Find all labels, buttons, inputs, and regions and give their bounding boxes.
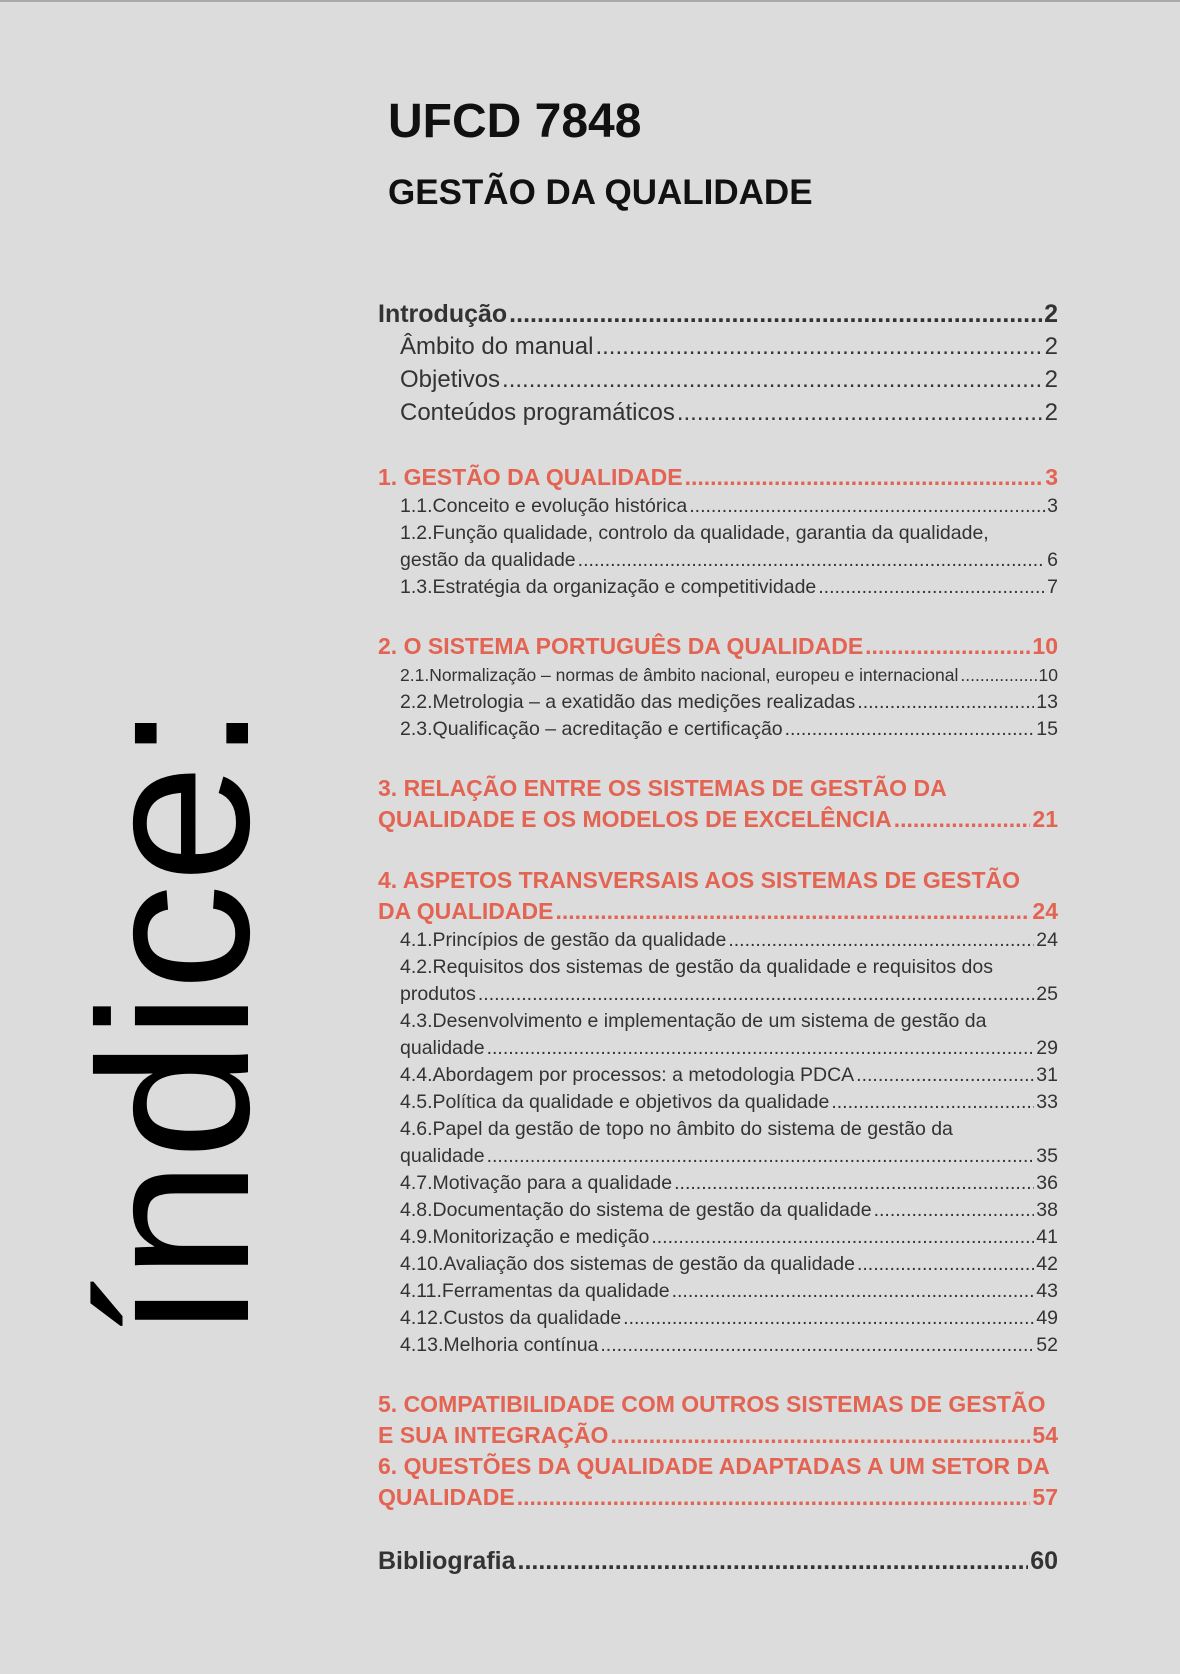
toc-leader-dots bbox=[865, 631, 1030, 662]
toc-leader-dots bbox=[517, 1482, 1031, 1513]
toc-entry-label: 4.8.Documentação do sistema de gestão da qualidade bbox=[400, 1199, 872, 1221]
toc-page-number: 43 bbox=[1036, 1280, 1058, 1302]
toc-entry[interactable] bbox=[378, 689, 1058, 716]
toc-entry-line-1[interactable]: 4.3.Desenvolvimento e implementação de um sistema de gestão da bbox=[400, 1010, 987, 1032]
toc-page-number: 13 bbox=[1036, 691, 1058, 713]
toc-leader-dots bbox=[555, 896, 1030, 927]
toc-section-4-line-1[interactable]: 4. ASPETOS TRANSVERSAIS AOS SISTEMAS DE GESTÃO bbox=[378, 867, 1020, 893]
toc-section-label: 1. GESTÃO DA QUALIDADE bbox=[378, 464, 683, 490]
toc-page-number: 25 bbox=[1036, 983, 1058, 1005]
toc-page-number: 3 bbox=[1045, 464, 1058, 490]
document-subtitle: GESTÃO DA QUALIDADE bbox=[388, 173, 813, 212]
toc-entry-label: 4.1.Princípios de gestão da qualidade bbox=[400, 929, 727, 951]
toc-entry[interactable] bbox=[378, 1224, 1058, 1251]
toc-page-number: 38 bbox=[1036, 1199, 1058, 1221]
toc-leader-dots bbox=[689, 493, 1045, 520]
toc-section-label: QUALIDADE E OS MODELOS DE EXCELÊNCIA bbox=[378, 806, 892, 832]
toc-entry-label: Objetivos bbox=[400, 366, 501, 393]
toc-leader-dots bbox=[674, 1170, 1034, 1197]
toc-leader-dots bbox=[502, 366, 1043, 394]
toc-entry-label: qualidade bbox=[400, 1037, 485, 1059]
toc-entry-label: 4.13.Melhoria contínua bbox=[400, 1334, 599, 1356]
toc-leader-dots bbox=[610, 1420, 1030, 1451]
toc-section-label: QUALIDADE bbox=[378, 1484, 515, 1510]
toc-leader-dots bbox=[600, 1332, 1034, 1359]
toc-entry-label: 1.1.Conceito e evolução histórica bbox=[400, 495, 688, 517]
toc-leader-dots bbox=[487, 1035, 1035, 1062]
top-border bbox=[0, 0, 1180, 2]
toc-entry-introducao[interactable] bbox=[378, 300, 1058, 333]
toc-page-number: 7 bbox=[1047, 576, 1058, 598]
toc-leader-dots bbox=[518, 1545, 1029, 1578]
toc-leader-dots bbox=[677, 399, 1043, 427]
toc-entry[interactable] bbox=[378, 716, 1058, 743]
toc-page-number: 49 bbox=[1036, 1307, 1058, 1329]
table-of-contents bbox=[378, 300, 1058, 1578]
toc-page-number: 36 bbox=[1036, 1172, 1058, 1194]
toc-entry-label: 4.12.Custos da qualidade bbox=[400, 1307, 622, 1329]
toc-page-number: 15 bbox=[1036, 718, 1058, 740]
toc-entry[interactable] bbox=[378, 493, 1058, 520]
toc-leader-dots bbox=[785, 716, 1035, 743]
toc-page-number: 57 bbox=[1032, 1484, 1058, 1510]
toc-section-label: E SUA INTEGRAÇÃO bbox=[378, 1422, 609, 1448]
toc-leader-dots bbox=[874, 1197, 1035, 1224]
toc-page-number: 3 bbox=[1047, 495, 1058, 517]
toc-entry[interactable] bbox=[378, 927, 1058, 954]
toc-entry-line-1[interactable]: 4.6.Papel da gestão de topo no âmbito do sistema de gestão da bbox=[400, 1118, 953, 1140]
toc-page-number: 41 bbox=[1036, 1226, 1058, 1248]
toc-page-number: 35 bbox=[1036, 1145, 1058, 1167]
toc-entry[interactable] bbox=[378, 1305, 1058, 1332]
toc-page-number: 6 bbox=[1047, 549, 1058, 571]
toc-page-number: 2 bbox=[1044, 333, 1058, 360]
toc-leader-dots bbox=[595, 333, 1042, 361]
toc-section-3[interactable] bbox=[378, 804, 1058, 835]
toc-page-number: 2 bbox=[1044, 399, 1058, 426]
toc-section-6-line-1[interactable]: 6. QUESTÕES DA QUALIDADE ADAPTADAS A UM SETOR DA bbox=[378, 1453, 1050, 1479]
toc-entry[interactable] bbox=[378, 1089, 1058, 1116]
toc-entry-label: Conteúdos programáticos bbox=[400, 399, 675, 426]
toc-entry[interactable] bbox=[378, 547, 1058, 574]
toc-entry[interactable] bbox=[378, 981, 1058, 1008]
toc-page-number: 10 bbox=[1032, 633, 1058, 659]
toc-page-number: 21 bbox=[1032, 806, 1058, 832]
toc-leader-dots bbox=[478, 981, 1034, 1008]
toc-page-number: 42 bbox=[1036, 1253, 1058, 1275]
toc-page-number: 54 bbox=[1032, 1422, 1058, 1448]
toc-entry[interactable] bbox=[378, 1332, 1058, 1359]
toc-entry-line-1[interactable]: 4.2.Requisitos dos sistemas de gestão da qualidade e requisitos dos bbox=[400, 956, 993, 978]
toc-leader-dots bbox=[578, 547, 1045, 574]
toc-entry-label: 4.5.Política da qualidade e objetivos da qualidade bbox=[400, 1091, 830, 1113]
toc-entry[interactable] bbox=[378, 333, 1058, 366]
document-title: UFCD 7848 bbox=[388, 95, 642, 148]
toc-leader-dots bbox=[960, 662, 1036, 689]
toc-entry[interactable] bbox=[378, 1197, 1058, 1224]
toc-entry[interactable] bbox=[378, 1170, 1058, 1197]
toc-page-number: 31 bbox=[1036, 1064, 1058, 1086]
toc-entry-label: 4.4.Abordagem por processos: a metodologia PDCA bbox=[400, 1064, 855, 1086]
toc-leader-dots bbox=[856, 1062, 1034, 1089]
toc-leader-dots bbox=[728, 927, 1034, 954]
toc-entry[interactable] bbox=[378, 1143, 1058, 1170]
toc-entry[interactable] bbox=[378, 366, 1058, 399]
toc-page-number: 60 bbox=[1030, 1547, 1058, 1575]
toc-entry[interactable] bbox=[378, 1278, 1058, 1305]
toc-leader-dots bbox=[509, 300, 1042, 329]
toc-page-number: 2 bbox=[1044, 366, 1058, 393]
toc-section-6[interactable] bbox=[378, 1482, 1058, 1513]
toc-entry-label: 2.3.Qualificação – acreditação e certificação bbox=[400, 718, 783, 740]
toc-entry-label: produtos bbox=[400, 983, 476, 1005]
toc-entry[interactable] bbox=[378, 574, 1058, 601]
toc-entry-label: gestão da qualidade bbox=[400, 549, 576, 571]
toc-entry-label: 4.11.Ferramentas da qualidade bbox=[400, 1280, 670, 1302]
toc-entry[interactable] bbox=[378, 1251, 1058, 1278]
toc-entry[interactable] bbox=[378, 1035, 1058, 1062]
toc-section-label: 2. O SISTEMA PORTUGUÊS DA QUALIDADE bbox=[378, 633, 864, 659]
toc-page-number: 2 bbox=[1044, 300, 1058, 328]
toc-leader-dots bbox=[857, 1251, 1034, 1278]
toc-entry-label: 2.1.Normalização – normas de âmbito nacional, europeu e internacional bbox=[400, 665, 959, 685]
toc-page-number: 29 bbox=[1036, 1037, 1058, 1059]
toc-section-5-line-1[interactable]: 5. COMPATIBILIDADE COM OUTROS SISTEMAS DE GESTÃO bbox=[378, 1391, 1046, 1417]
toc-entry[interactable] bbox=[378, 399, 1058, 432]
toc-leader-dots bbox=[857, 689, 1034, 716]
toc-page-number: 52 bbox=[1036, 1334, 1058, 1356]
toc-page-number: 33 bbox=[1036, 1091, 1058, 1113]
toc-entry-label: 4.10.Avaliação dos sistemas de gestão da qualidade bbox=[400, 1253, 855, 1275]
toc-entry-label: Introdução bbox=[378, 300, 508, 328]
toc-page-number: 10 bbox=[1038, 665, 1058, 685]
toc-entry-label: Âmbito do manual bbox=[400, 333, 594, 360]
toc-section-5[interactable] bbox=[378, 1420, 1058, 1451]
toc-leader-dots bbox=[651, 1224, 1034, 1251]
toc-page-number: 24 bbox=[1036, 929, 1058, 951]
toc-leader-dots bbox=[818, 574, 1045, 601]
toc-entry-label: 4.7.Motivação para a qualidade bbox=[400, 1172, 673, 1194]
toc-section-label: DA QUALIDADE bbox=[378, 898, 554, 924]
toc-entry-label: 1.3.Estratégia da organização e competitividade bbox=[400, 576, 817, 598]
toc-leader-dots bbox=[831, 1089, 1034, 1116]
toc-entry-label: 2.2.Metrologia – a exatidão das medições realizadas bbox=[400, 691, 856, 713]
toc-entry-label: Bibliografia bbox=[378, 1547, 516, 1575]
toc-section-1[interactable] bbox=[378, 462, 1058, 493]
toc-entry[interactable] bbox=[378, 662, 1058, 689]
toc-entry[interactable] bbox=[378, 1062, 1058, 1089]
toc-leader-dots bbox=[672, 1278, 1035, 1305]
toc-leader-dots bbox=[894, 804, 1031, 835]
side-title: índice: bbox=[55, 702, 294, 1340]
toc-section-4[interactable] bbox=[378, 896, 1058, 927]
toc-entry-line-1[interactable]: 1.2.Função qualidade, controlo da qualidade, garantia da qualidade, bbox=[400, 522, 989, 544]
toc-section-3-line-1[interactable]: 3. RELAÇÃO ENTRE OS SISTEMAS DE GESTÃO DA bbox=[378, 775, 947, 801]
toc-entry-label: 4.9.Monitorização e medição bbox=[400, 1226, 650, 1248]
toc-leader-dots bbox=[685, 462, 1044, 493]
toc-leader-dots bbox=[487, 1143, 1035, 1170]
toc-leader-dots bbox=[623, 1305, 1034, 1332]
toc-entry-bibliografia[interactable] bbox=[378, 1545, 1058, 1578]
toc-section-2[interactable] bbox=[378, 631, 1058, 662]
toc-page-number: 24 bbox=[1032, 898, 1058, 924]
toc-entry-label: qualidade bbox=[400, 1145, 485, 1167]
